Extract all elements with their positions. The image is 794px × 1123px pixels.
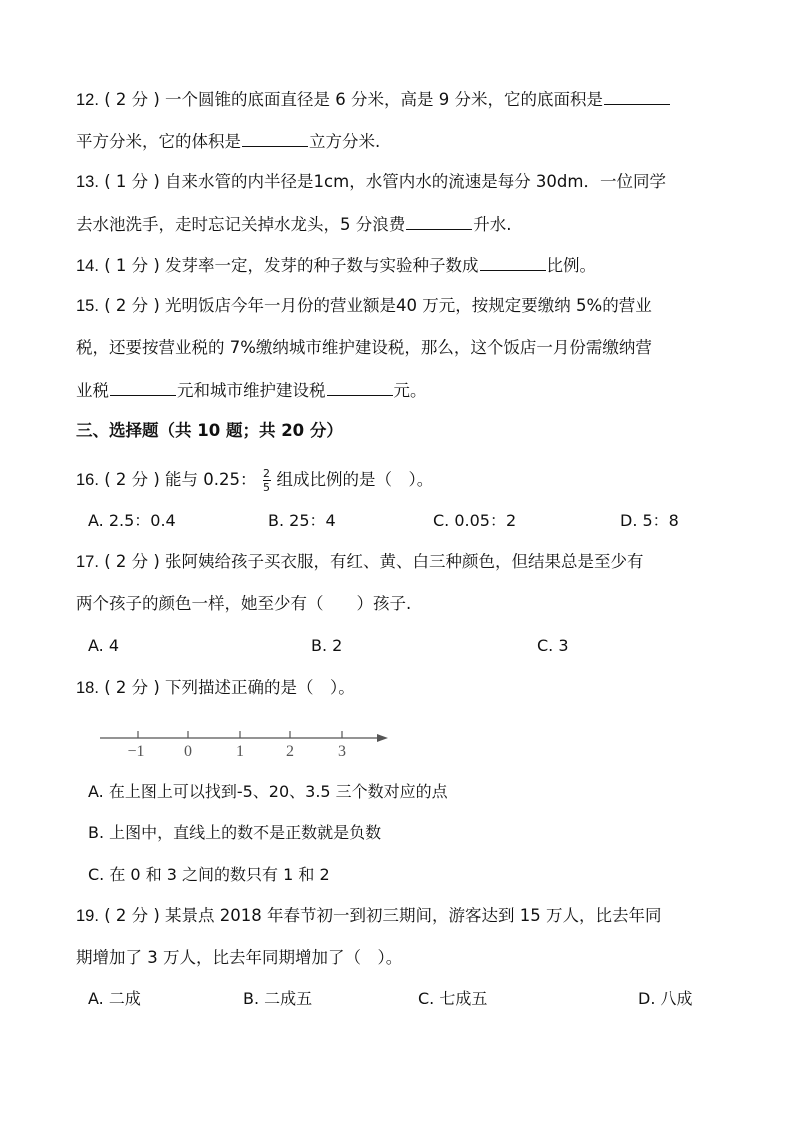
q12-line2 (76, 130, 380, 153)
q15-line1 (76, 295, 652, 317)
q16-score: ( 2 分 ) (104, 470, 160, 489)
q13-number: 13. (76, 173, 99, 191)
q18-score: ( 2 分 ) (104, 678, 160, 697)
q18-option-c[interactable]: C. 在 0 和 3 之间的数只有 1 和 2 (88, 865, 330, 884)
q19-line1 (76, 905, 662, 927)
q18-option-b[interactable]: B. 上图中，直线上的数不是正数就是负数 (88, 823, 382, 842)
q16-option-a[interactable]: A. 2.5：0.4 (88, 511, 176, 530)
number-line-arrow-icon (377, 734, 388, 742)
q17-score: ( 2 分 ) (104, 552, 160, 571)
q16-option-b[interactable]: B. 25：4 (268, 511, 336, 530)
q12-text2a: 平方分米，它的体积是 (76, 132, 241, 151)
q19-option-a[interactable]: A. 二成 (88, 989, 141, 1008)
q19-score: ( 2 分 ) (104, 906, 160, 925)
q12-blank2[interactable] (242, 130, 308, 147)
q15-text2: 税，还要按营业税的 7%缴纳城市维护建设税，那么，这个饭店一月份需缴纳营 (76, 338, 652, 357)
q18-option-a[interactable]: A. 在上图上可以找到-5、20、3.5 三个数对应的点 (88, 782, 448, 801)
tick-label: 1 (236, 743, 244, 760)
q14-blank1[interactable] (480, 254, 546, 271)
q18-line1 (76, 677, 355, 699)
q19-line2 (76, 947, 402, 969)
q16-option-c[interactable]: C. 0.05：2 (433, 511, 517, 530)
q19-text2: 期增加了 3 万人，比去年同期增加了（ ）。 (76, 948, 403, 967)
q14-text1a: 发芽率一定，发芽的种子数与实验种子数成 (165, 256, 479, 275)
q14-line1 (76, 254, 596, 277)
q17-text1: 张阿姨给孩子买衣服，有红、黄、白三种颜色，但结果总是至少有 (165, 552, 644, 571)
q12-line1 (76, 88, 671, 111)
q14-number: 14. (76, 257, 99, 275)
q17-line1 (76, 551, 644, 573)
q13-line2 (76, 213, 512, 236)
tick-label: 0 (184, 743, 192, 760)
q16-text-a: 能与 0.25： (165, 470, 257, 489)
q17-text2: 两个孩子的颜色一样，她至少有（ ）孩子. (76, 594, 412, 613)
q15-line2 (76, 337, 652, 359)
q16-fraction (263, 468, 271, 493)
q16-text-b: 组成比例的是（ ）。 (276, 470, 434, 489)
section-3-title: 三、选择题（共 10 题；共 20 分） (76, 421, 343, 440)
q17-option-c[interactable]: C. 3 (537, 636, 569, 655)
q16-frac-numerator: 2 (263, 467, 271, 480)
q19-option-b[interactable]: B. 二成五 (243, 989, 313, 1008)
q19-text1: 某景点 2018 年春节初一到初三期间，游客达到 15 万人，比去年同 (165, 906, 662, 925)
q13-blank1[interactable] (406, 213, 472, 230)
q15-text3c: 元。 (393, 381, 427, 400)
q15-blank2[interactable] (327, 379, 393, 396)
q15-number: 15. (76, 297, 99, 315)
q16-frac-denominator: 5 (263, 481, 271, 494)
q15-text3a: 业税 (76, 381, 109, 400)
q13-text2a: 去水池洗手，走时忘记关掉水龙头，5 分浪费 (76, 215, 406, 234)
q17-line2 (76, 593, 411, 615)
q15-score: ( 2 分 ) (104, 296, 160, 315)
q12-text1: 一个圆锥的底面直径是 6 分米，高是 9 分米，它的底面积是 (165, 90, 604, 109)
q16-number: 16. (76, 471, 99, 489)
q19-option-c[interactable]: C. 七成五 (418, 989, 488, 1008)
q15-text1: 光明饭店今年一月份的营业额是40 万元，按规定要缴纳 5%的营业 (165, 296, 652, 315)
q16-line1 (76, 468, 433, 493)
q12-text2b: 立方分米. (309, 132, 381, 151)
q12-score: ( 2 分 ) (104, 90, 160, 109)
q15-line3 (76, 379, 427, 402)
q19-option-d[interactable]: D. 八成 (638, 989, 693, 1008)
q18-number: 18. (76, 679, 99, 697)
q14-score: ( 1 分 ) (104, 256, 160, 275)
q17-option-b[interactable]: B. 2 (311, 636, 343, 655)
q15-text3b: 元和城市维护建设税 (177, 381, 326, 400)
q14-text1b: 比例。 (546, 256, 597, 275)
q16-option-d[interactable]: D. 5：8 (620, 511, 679, 530)
q13-text1: 自来水管的内半径是1cm，水管内水的流速是每分 30dm．一位同学 (165, 172, 666, 191)
q12-blank1[interactable] (604, 88, 670, 105)
tick-label: 3 (338, 743, 346, 760)
tick-label: 2 (286, 743, 294, 760)
q13-text2b: 升水. (473, 215, 512, 234)
tick-label: −1 (127, 743, 145, 760)
q13-score: ( 1 分 ) (104, 172, 160, 191)
q17-option-a[interactable]: A. 4 (88, 636, 120, 655)
number-line-figure (96, 728, 396, 762)
q17-number: 17. (76, 553, 99, 571)
q12-number: 12. (76, 91, 99, 109)
q13-line1 (76, 171, 666, 193)
q18-text: 下列描述正确的是（ ）。 (165, 678, 355, 697)
q15-blank1[interactable] (110, 379, 176, 396)
q19-number: 19. (76, 907, 99, 925)
